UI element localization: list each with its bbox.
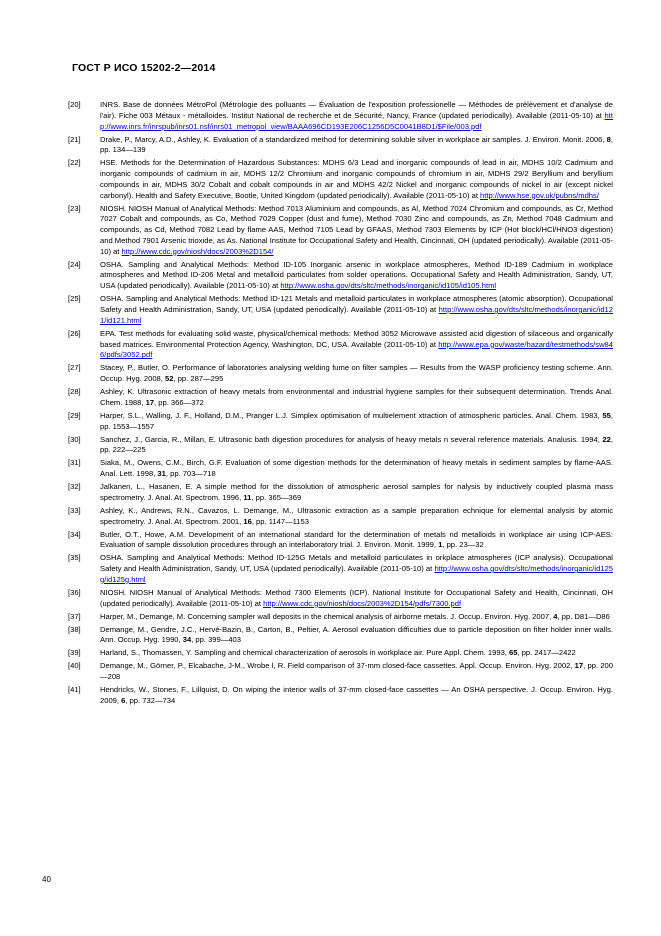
reference-number: [33] [68, 505, 81, 515]
reference-body-text: EPA. Test methods for evaluating solid waste, physical/chemical methods: Method 3052 Microwave assisted acid digestion of silaceous and organically based matrices. Environmental Protection Agency, Washington, DC, USA. Available (2011-05-10) at [100, 328, 613, 349]
reference-item [66, 294, 613, 326]
reference-item [66, 685, 613, 707]
reference-body-text: Ashley, K., Andrews, R.N., Cavazos, L. Demange, M., Ultrasonic extraction as a sample preparation echnique for elemental analysis by atomic spectrometry. J. Anal. At. Spectrom. 2001, [100, 505, 613, 526]
reference-number: [32] [68, 482, 81, 492]
reference-body-text: Sanchez, J., Garcia, R., Millan, E. Ultrasonic bath digestion procedures for analysis of heavy metals n several reference materials. Analusis. 1994, [100, 434, 603, 444]
reference-text [100, 411, 613, 433]
reference-item [66, 135, 613, 157]
reference-item [66, 553, 613, 585]
reference-text [100, 294, 613, 326]
reference-number: [40] [68, 661, 81, 671]
reference-number: [38] [68, 624, 81, 634]
reference-text [100, 387, 613, 409]
reference-item [66, 458, 613, 480]
reference-item [66, 363, 613, 385]
reference-volume: 52 [165, 374, 174, 384]
reference-number: [35] [68, 553, 81, 563]
reference-body-text: NIOSH. NIOSH Manual of Analytical Methods: Method 7300 Elements (ICP). National Institute for Occupational Safety and Health, Cincinnati, OH (updated periodically). Available (2011-05-10) at [100, 587, 613, 608]
reference-text [100, 204, 613, 258]
reference-link[interactable]: http://www.cdc.gov/niosh/docs/2003%2D154/pdfs/7300.pdf [263, 598, 462, 608]
reference-number: [20] [68, 100, 81, 109]
reference-volume: 6 [121, 695, 126, 705]
reference-tail-text: , pp. 134—139 [100, 134, 613, 155]
reference-body-text: Demange, M., Gendre, J.C., Hervé-Bazin, B., Carton, B., Peltier, A. Aerosol evaluation difficulties due to particle deposition on filter holder inner walls. Ann. Occup. Hyg. 1990, [100, 624, 613, 645]
reference-number: [39] [68, 648, 81, 658]
reference-item [66, 506, 613, 528]
reference-text [100, 435, 613, 457]
reference-item [66, 648, 613, 659]
reference-volume: 16 [243, 516, 252, 526]
reference-body-text: Stacey, P., Butler, O. Performance of laboratories analysing welding fume on filter samples — Results from the WASP proficiency testing scheme. Ann. Occup. Hyg. 2008, [100, 363, 613, 384]
reference-number: [24] [68, 259, 81, 269]
reference-volume: 22 [602, 434, 611, 444]
reference-text [100, 625, 613, 647]
reference-tail-text: , pp. 200—208 [100, 661, 613, 682]
reference-tail-text: , pp. 222—225 [100, 434, 613, 455]
reference-item [66, 588, 613, 610]
reference-number: [41] [68, 685, 81, 694]
reference-link[interactable]: http://www.osha.gov/dts/sltc/methods/inorganic/id125g/id125g.html [100, 564, 613, 584]
reference-item [66, 612, 613, 623]
reference-text [100, 553, 613, 585]
reference-volume: 1 [438, 540, 443, 550]
reference-text [100, 482, 613, 504]
reference-item [66, 204, 613, 258]
reference-text [100, 100, 613, 132]
reference-item [66, 260, 613, 292]
reference-body-text: Ashley, K. Ultrasonic extraction of heavy metals from environmental and industrial hygiene samples for their subsequent determination. Trends Anal. Chem. 1988, [100, 387, 613, 407]
reference-item [66, 387, 613, 409]
reference-item [66, 482, 613, 504]
reference-text [100, 588, 613, 610]
reference-body-text: OSHA. Sampling and Analytical Methods: Method ID-105 Inorganic arsenic in workplace atmospheres, Method ID-189 Cadmium in workplace atmospheres and Method ID-206 Metal and metalloid particulates from solder operations. Occupational Safety and Health Administration, Sandy, UT, USA (updated periodically). Available (2011-05-10) at [100, 259, 613, 291]
reference-volume: 17 [145, 397, 155, 407]
reference-item [66, 530, 613, 552]
reference-volume: 17 [574, 661, 584, 671]
reference-item [66, 158, 613, 201]
reference-tail-text: , pp. 1147—1153 [251, 516, 309, 526]
reference-volume: 34 [182, 635, 192, 645]
reference-link[interactable]: http://www.osha.gov/dts/sltc/methods/inorganic/id121/id121.html [100, 305, 613, 325]
reference-body-text: OSHA. Sampling and Analytical Methods: Method ID-121 Metals and metalloid particulates in workplace atmospheres (atomic absorption). Occupational Safety and Health Administration, Sandy, UT, USA (updated periodically). Available (2011-05-10) at [100, 294, 613, 314]
reference-text [100, 458, 613, 480]
reference-number: [22] [68, 158, 81, 168]
reference-text [100, 158, 613, 201]
reference-body-text: Jalkanen, L., Hasanen, E. A simple method for the dissolution of atmospheric aerosol samples for nalysis by inductively coupled plasma mass spectrometry. J. Anal. At. Spectrom. 1996, [100, 482, 613, 502]
reference-item [66, 435, 613, 457]
reference-link[interactable]: http://www.cdc.gov/niosh/docs/2003%2D154/ [121, 246, 274, 256]
reference-number: [29] [68, 410, 81, 420]
reference-text [100, 648, 613, 659]
reference-tail-text: , pp. 399—403 [191, 635, 242, 645]
reference-number: [31] [68, 458, 81, 468]
reference-item [66, 329, 613, 361]
reference-text [100, 506, 613, 528]
reference-number: [27] [68, 363, 81, 373]
reference-number: [28] [68, 387, 81, 397]
reference-link[interactable]: http://www.inrs.fr/inrspub/inrs01.nsf/inrs01_metropol_view/BAAA696CD193E206C1256D5C0041B8D1/$File/003.pdf [100, 110, 613, 131]
reference-body-text: Harland, S., Thomassen, Y. Sampling and chemical characterization of aerosols in workplace air. Pure Appl. Chem. 1993, [100, 648, 510, 658]
reference-tail-text: , pp. D81—D86 [557, 611, 610, 621]
reference-volume: 11 [243, 492, 252, 502]
page-number: 40 [42, 875, 51, 884]
reference-number: [34] [68, 529, 81, 539]
reference-item [66, 411, 613, 433]
reference-body-text: Demange, M., Görner, P., Elcabache, J-M., Wrobe l, R. Field comparison of 37-mm closed-face cassettes. Appl. Occup. Environ. Hyg. 2002, [100, 661, 575, 671]
reference-volume: 8 [606, 134, 611, 144]
reference-body-text: OSHA. Sampling and Analytical Methods: Method ID-125G Metals and metalloid particulates in orkplace atmospheres (ICP analysis). Occupational Safety and Health Administration, Sandy, UT, USA (updated periodically). Available (2011-05-10) at [100, 553, 613, 574]
reference-link[interactable]: http://www.hse.gov.uk/pubns/mdhs/ [480, 190, 599, 200]
reference-text [100, 661, 613, 683]
reference-number: [21] [68, 134, 81, 144]
reference-tail-text: , pp. 365—369 [251, 492, 302, 502]
references-list [66, 100, 613, 707]
reference-text [100, 685, 613, 707]
reference-volume: 65 [509, 648, 518, 658]
reference-body-text: Siaka, M., Owens, C.M., Birch, G.F. Evaluation of some digestion methods for the determination of heavy metals in sediment samples by flame-AAS. Anal. Lett. 1998, [100, 458, 613, 479]
reference-number: [25] [68, 294, 81, 304]
reference-body-text: NIOSH. NIOSH Manual of Analytical Methods: Method 7013 Aluminium and compounds, as Al, Method 7024 Chromium and compounds, as Cr, Method 7027 Cobalt and compounds, as Co, Method 7029 Copper (dust and fume), Method 7030 Zinc and compounds, as Zn, Method 7048 Cadmium and compounds, as Cd, Method 7082 Lead by flame AAS, Method 7105 Lead by GFAAS, Method 7303 Elements by ICP (Hot block/HCl/HNO3 digestion) and Method 7901 Arsenic trioxide, as As. National Institute for Occupational Safety and Health, Cincinnati, OH (updated periodically). Available (2011-05-10) at [100, 203, 614, 256]
reference-item [66, 661, 613, 683]
reference-number: [30] [68, 434, 81, 444]
reference-body-text: Butler, O.T., Howe, A.M. Development of an international standard for the determination of metals nd metalloids in workplace air using ICP-AES: Evaluation of sample dissolution procedures through an interlaboratory trial. J. Environ. Monit. 1999, [100, 529, 613, 550]
reference-tail-text: , pp. 1553—1557 [100, 410, 613, 431]
reference-body-text: Hendricks, W., Stones, F., Lillquist, D. On wiping the interior walls of 37-mm closed-face cassettes — An OSHA perspective. J. Occup. Environ. Hyg. 2009, [100, 685, 613, 705]
reference-link[interactable]: http://www.epa.gov/waste/hazard/testmethods/sw846/pdfs/3052.pdf [100, 339, 613, 360]
reference-tail-text: , pp. 23—32 [442, 540, 484, 550]
reference-tail-text: , pp. 366—372 [154, 397, 204, 407]
reference-body-text: Harper, M., Demange, M. Concerning sampler wall deposits in the chemical analysis of airborne metals. J. Occup. Environ. Hyg. 2007, [100, 611, 554, 621]
reference-text [100, 260, 613, 292]
reference-body-text: HSE. Methods for the Determination of Hazardous Substances: MDHS 6/3 Lead and inorganic compounds of lead in air, MDHS 10/2 Cadmium and inorganic compounds of cadmium in air, MDHS 12/2 Chromium and inorganic compounds of chromium in air, MDHS 29/2 Beryllium and beryllium compounds in air, MDHS 30/2 Cobalt and cobalt compounds in air and MDHS 42/2 Nickel and inorganic compounds of nickel in air (except nickel carbonyl). Health and Safety Executive, Bootle, United Kingdom (updated periodically). Available (2011-05-10) at [100, 158, 613, 200]
reference-body-text: Harper, S.L., Walling, J. F., Holland, D.M., Pranger L.J. Simplex optimisation of multielement xtraction of atmospheric particles. Anal. Chem. 1983, [100, 410, 603, 420]
reference-item [66, 100, 613, 132]
reference-tail-text: , pp. 703—718 [165, 469, 216, 479]
reference-tail-text: , pp. 2417—2422 [517, 648, 576, 658]
reference-item [66, 625, 613, 647]
reference-number: [37] [68, 611, 81, 621]
reference-text [100, 530, 613, 552]
reference-volume: 31 [157, 469, 166, 479]
reference-tail-text: , pp. 287—295 [173, 374, 224, 384]
reference-volume: 55 [602, 410, 611, 420]
reference-tail-text: , pp. 732—734 [125, 695, 176, 705]
reference-text [100, 363, 613, 385]
reference-number: [36] [68, 587, 81, 597]
reference-body-text: INRS. Base de données MétroPol (Métrologie des polluants — Évaluation de l'exposition professionelle — Méthodes de prélèvement et d'analyse de l'air). Fiche 003 Métaux - métalloides. Institut National de recherche et de Sécurité, Nancy, France (updated periodically). Available (2011-05-10) at [100, 100, 613, 120]
page-header: ГОСТ Р ИСО 15202-2—2014 [72, 62, 216, 74]
reference-text [100, 329, 613, 361]
reference-number: [23] [68, 203, 81, 213]
reference-volume: 4 [553, 611, 558, 621]
reference-body-text: Drake, P., Marcy, A.D., Ashley, K. Evaluation of a standardized method for determining soluble silver in workplace air samples. J. Environ. Monit. 2006, [100, 134, 607, 144]
reference-text [100, 612, 613, 623]
reference-text [100, 135, 613, 157]
reference-link[interactable]: http://www.osha.gov/dts/sltc/methods/inorganic/id105/id105.html [280, 281, 497, 291]
reference-number: [26] [68, 328, 81, 338]
